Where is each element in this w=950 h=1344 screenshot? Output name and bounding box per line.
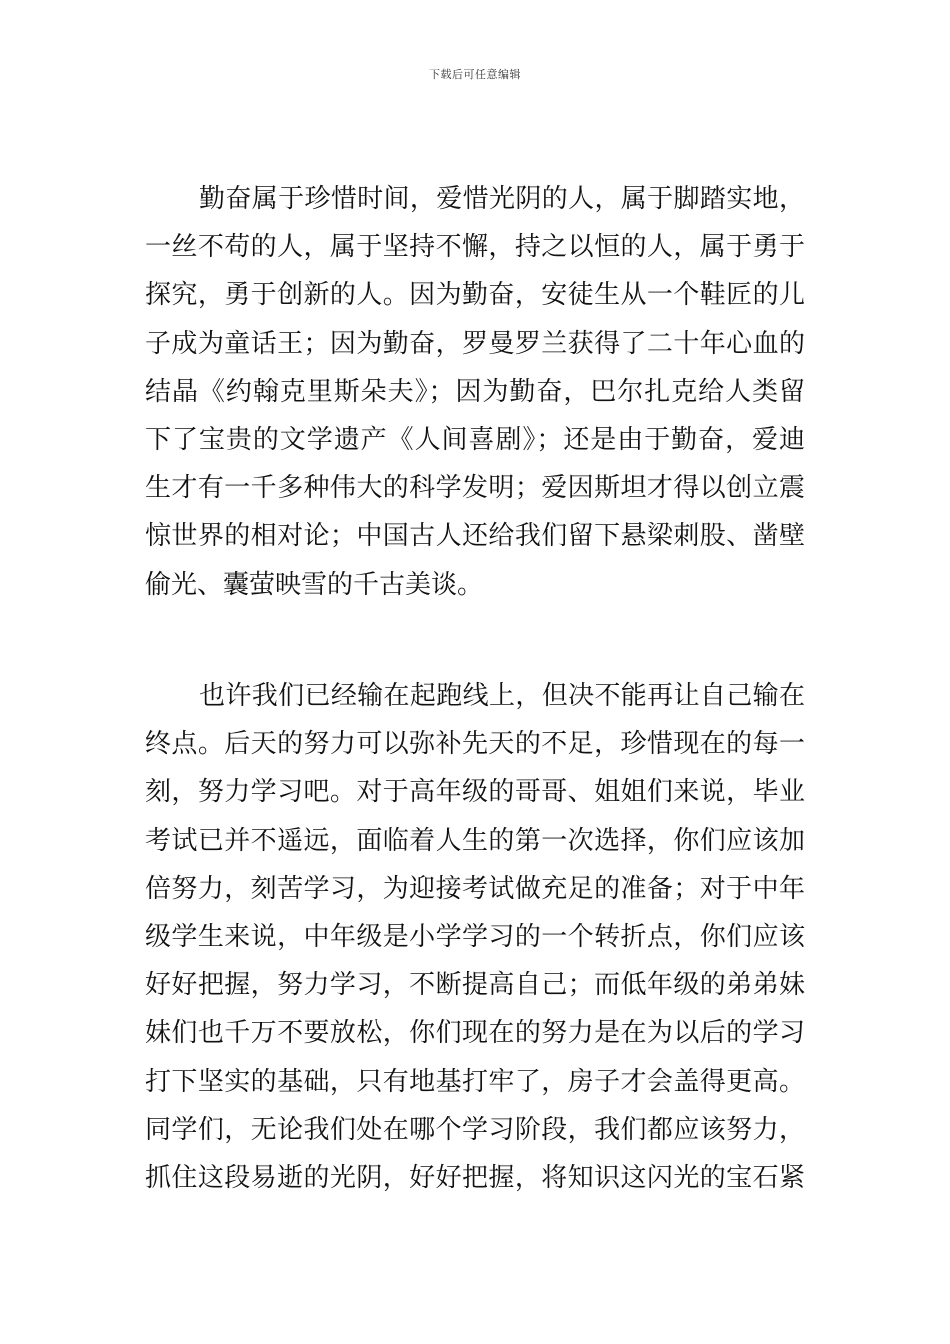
text-line: 生才有一千多种伟大的科学发明；爱因斯坦才得以创立震	[145, 473, 805, 504]
text-line: 惊世界的相对论；中国古人还给我们留下悬梁刺股、凿壁	[145, 521, 805, 552]
paragraph-study-hard	[145, 672, 805, 1202]
text-line: 探究，勇于创新的人。因为勤奋，安徒生从一个鞋匠的儿	[145, 280, 805, 311]
text-line: 抓住这段易逝的光阴，好好把握，将知识这闪光的宝石紧	[145, 1162, 805, 1193]
text-line: 终点。后天的努力可以弥补先天的不足，珍惜现在的每一	[145, 729, 805, 760]
paragraph-diligence	[145, 175, 805, 609]
text-line: 偷光、囊萤映雪的千古美谈。	[145, 569, 484, 600]
text-line: 下了宝贵的文学遗产《人间喜剧》；还是由于勤奋，爱迪	[145, 424, 805, 455]
text-line: 倍努力，刻苦学习，为迎接考试做充足的准备；对于中年	[145, 873, 805, 904]
text-line: 勤奋属于珍惜时间，爱惜光阴的人，属于脚踏实地，	[199, 184, 805, 214]
text-line: 子成为童话王；因为勤奋，罗曼罗兰获得了二十年心血的	[145, 328, 805, 359]
text-line: 考试已并不遥远，面临着人生的第一次选择，你们应该加	[145, 825, 805, 856]
text-line: 级学生来说，中年级是小学学习的一个转折点，你们应该	[145, 921, 805, 952]
text-line: 妹们也千万不要放松，你们现在的努力是在为以后的学习	[145, 1018, 805, 1049]
text-line: 同学们，无论我们处在哪个学习阶段，我们都应该努力，	[145, 1114, 805, 1145]
text-line: 刻，努力学习吧。对于高年级的哥哥、姐姐们来说，毕业	[145, 777, 805, 808]
text-line: 也许我们已经输在起跑线上，但决不能再让自己输在	[199, 681, 805, 711]
text-line: 打下坚实的基础，只有地基打牢了，房子才会盖得更高。	[145, 1066, 805, 1097]
text-line: 好好把握，努力学习，不断提高自己；而低年级的弟弟妹	[145, 970, 805, 1001]
text-line: 一丝不苟的人，属于坚持不懈，持之以恒的人，属于勇于	[145, 232, 805, 263]
text-line: 结晶《约翰克里斯朵夫》；因为勤奋，巴尔扎克给人类留	[145, 376, 805, 407]
page-header: 下载后可任意编辑	[429, 68, 521, 81]
